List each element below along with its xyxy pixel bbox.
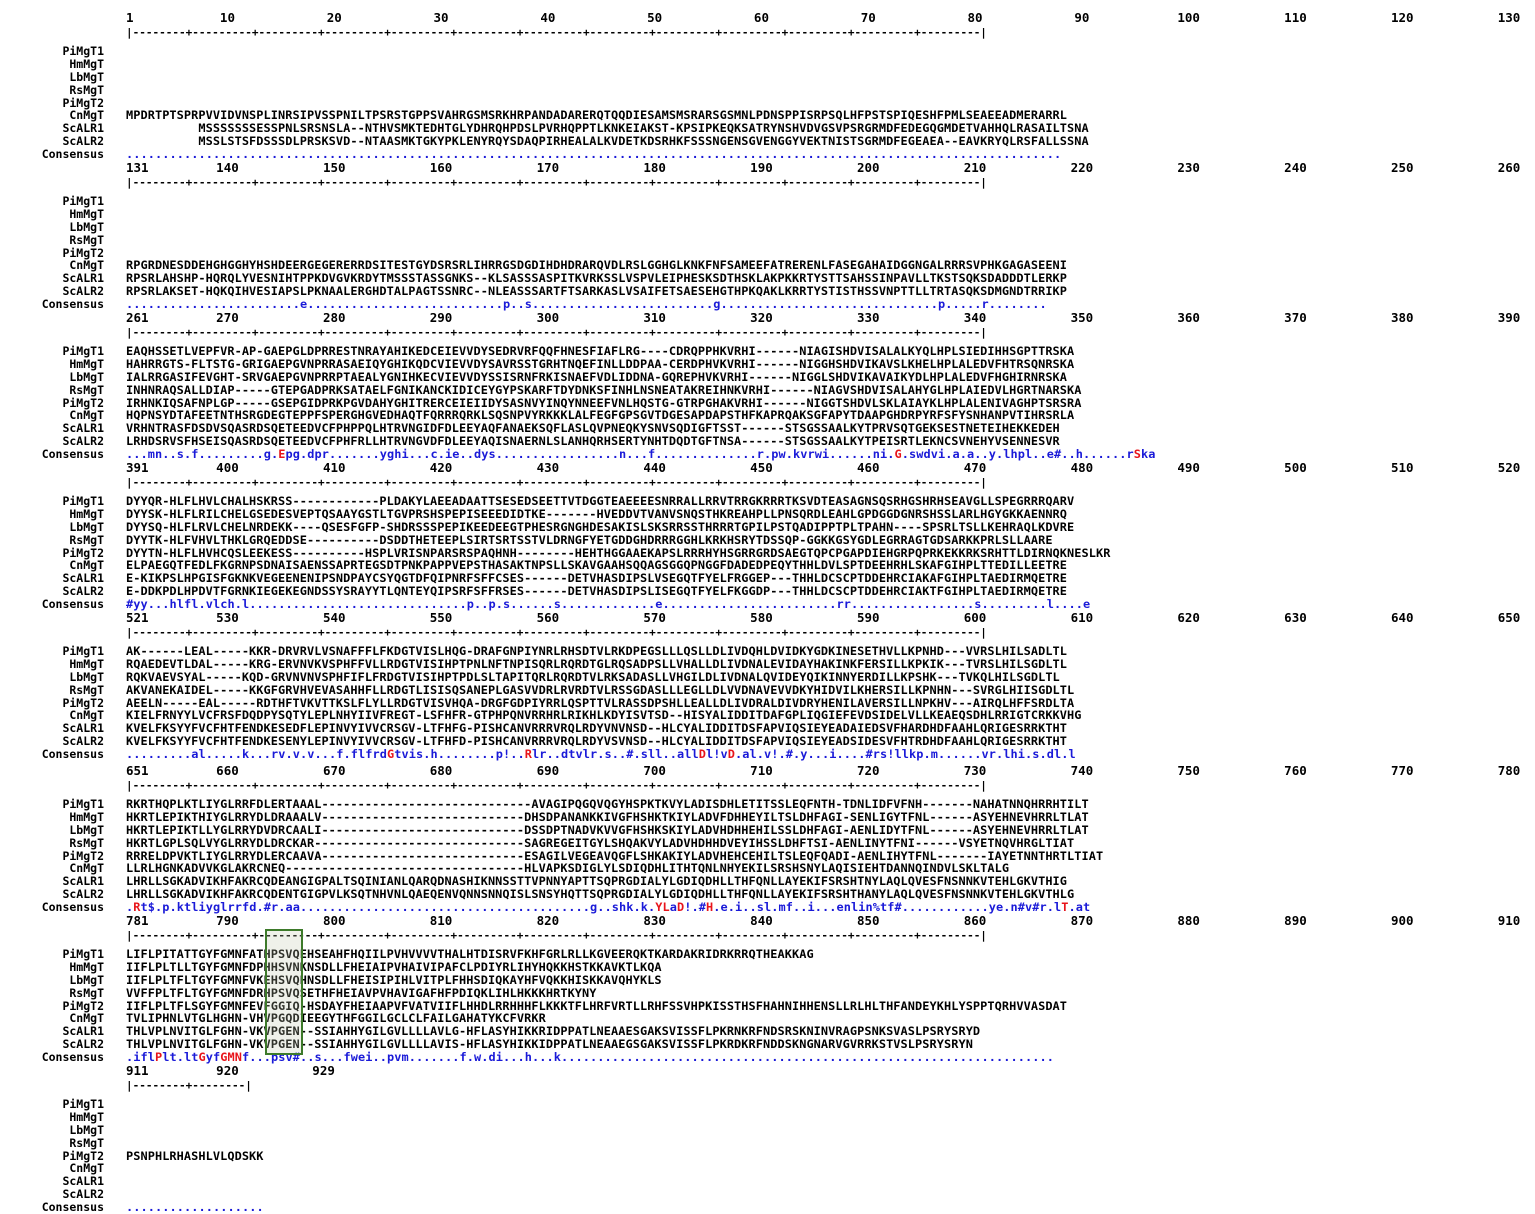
- sequence-name-label: RsMgT: [69, 986, 104, 1000]
- consensus-sequence: .........al.....k...rv.v.v...f.flfrdGtvis.h........p!..Rlr..dtvlr.s..#.sll..allDl!vD.al.v!.#.y...i....#rs!llkp.m......vr.lhi.s.dl.l: [126, 747, 1076, 761]
- ruler-tick-label: 750: [1177, 763, 1200, 778]
- ruler-tick-label: 570: [643, 610, 666, 625]
- ruler-tick-label: 140: [216, 160, 239, 175]
- ruler-tick-label: 400: [216, 460, 239, 475]
- sequence-name-label: ScALR1: [62, 121, 104, 135]
- sequence-name-label: ScALR2: [62, 434, 104, 448]
- ruler-tick-label: 520: [1497, 460, 1521, 475]
- sequence-name-label: PiMgT2: [62, 246, 104, 260]
- sequence-name-label: ScALR2: [62, 284, 104, 298]
- ruler-tick-label: 660: [216, 763, 239, 778]
- ruler-tick-label: 200: [856, 160, 880, 175]
- sequence-name-label: ScALR1: [62, 1024, 104, 1038]
- sequence-name-label: CnMgT: [69, 558, 104, 572]
- ruler-tick-label: 100: [1177, 10, 1200, 25]
- alignment-block: [0, 310, 1535, 461]
- aligned-sequence: KVELFKSYYFVCFHTFENDKESENYLEPINVYIVVCRSGV-LTFHFD-PISHCANVRRRVRQLRDYVSVNSD--HLCYALIDDITDSFAPVIQSIEYEADSIDESVFHTRDHDFAAHLQRIGESRRKTHT: [126, 734, 1068, 748]
- ruler-tick-label: 70: [860, 10, 876, 25]
- consensus-sequence: ...................: [126, 1200, 264, 1214]
- ruler-tick-label: 740: [1070, 763, 1094, 778]
- consensus-sequence: #yy...hlfl.vlch.l..............................p..p.s......s.............e........................rr.................s.........l....e: [126, 597, 1091, 611]
- sequence-name-label: Consensus: [41, 447, 104, 461]
- ruler-tick-label: 210: [963, 160, 987, 175]
- sequence-name-label: CnMgT: [69, 1011, 104, 1025]
- aligned-sequence: KVELFKSYYFVCFHTFENDKESEDFLEPINVYIVVCRSGV-LTFHFG-PISHCANVRRRVRQLRDYVNVNSD--HLCYALIDDITDSFAPVIQSIEYEADAIEDSVFHARDHDFAAHLQRIGESRRKTHT: [126, 721, 1068, 735]
- sequence-name-label: LbMgT: [69, 370, 104, 384]
- sequence-name-label: CnMgT: [69, 258, 104, 272]
- sequence-name-label: PiMgT2: [62, 396, 104, 410]
- sequence-name-label: HmMgT: [69, 1110, 104, 1124]
- aligned-sequence: AEELN-----EAL-----RDTHFTVKVTTKSLFLYLLRDGTVISVHQA-DRGFGDPIYRRLQSPTTVLRASSDPSHLLEALLDLIVDRALDIVDRYHENILAVERSILLNPKHV---AIRQLHFFSRDLTA: [126, 696, 1075, 710]
- sequence-name-label: ScALR1: [62, 571, 104, 585]
- ruler-tick-label: 800: [322, 913, 346, 928]
- aligned-sequence: VRHNTRASFDSDVSQASRDSQETEEDVCFPHPPQLHTRVNGIDFDLEEYAQFANAEKSQFLASLQVPNEQKYSNVSQDIGFTSST------STSGSSAALKYTPRVSQTGEKSESTNETEIHEKKEDEH: [126, 421, 1060, 435]
- sequence-row: [0, 1111, 1535, 1124]
- sequence-name-label: ScALR2: [62, 887, 104, 901]
- ruler-tick-label: 720: [856, 763, 880, 778]
- sequence-name-label: CnMgT: [69, 1161, 104, 1175]
- ruler-tick-label: 760: [1284, 763, 1307, 778]
- ruler-tick-label: 710: [750, 763, 773, 778]
- aligned-sequence: DYYTN-HLFLHVHCQSLEEKESS----------HSPLVRISNPARSRSPAQHNH--------HEHTHGGAAEKAPSLRRRHYHSGRRGRDSAEGTQPCPGAPDIEHGRPQPRKEKKRKSRHTTLDIRNQKNESLKR: [126, 546, 1111, 560]
- aligned-sequence: RRRELDPVKTLIYGLRRYDLERCAAVA----------------------------ESAGILVEGEAVQGFLSHKAKIYLADVHEHCEHILTSLEQFQADI-AENLIHYTFNL-------IAYETNNTHRTLTIAT: [126, 849, 1104, 863]
- sequence-name-label: LbMgT: [69, 1123, 104, 1137]
- position-ruler: [0, 460, 1535, 476]
- aligned-sequence: DYYSK-HLFLRILCHELGSEDESVEPTQSAAYGSTLTGVPRSHSPEPISEEEDIDTKE-------HVEDDVTVANVSNQSTHKREAHPLLPNSQRDLEAHLGPDGGDGNRSHSSLARLHGYGKKAENNRQ: [126, 507, 1068, 521]
- ruler-tick-label: 651: [126, 763, 149, 778]
- sequence-row: [0, 71, 1535, 84]
- aligned-sequence: INHNRAQSALLDIAP-----GTEPGADPRKSATAELFGNIKANCKIDICEYGYPSKARFTDYDNKSFINHLNSNEATAKREIHNKVRHI------NIAGVSHDVISALAHYGLHPLAIEDVLHGRTNARSKA: [126, 383, 1082, 397]
- ruler-tick-label: 391: [126, 460, 149, 475]
- ruler-tick-label: 160: [429, 160, 453, 175]
- position-ruler: [0, 10, 1535, 26]
- sequence-name-label: PiMgT2: [62, 546, 104, 560]
- alignment-block: [0, 913, 1535, 1064]
- consensus-sequence: .iflPlt.ltGyfGMNf...psv#..s...fwei..pvm.......f.w.di...h...k....................................................................: [126, 1050, 1054, 1064]
- sequence-name-label: Consensus: [41, 1200, 104, 1214]
- ruler-tick-label: 410: [322, 460, 346, 475]
- consensus-sequence: .Rt$.p.ktliyglrrfd.#r.aa........................................g..shk.k.YLaD!.#H.e.i..sl.mf..i...enlin%tf#............ye.n#v#r.lT.at: [126, 900, 1091, 914]
- ruler-tick-label: 900: [1390, 913, 1414, 928]
- alignment-block: [0, 10, 1535, 161]
- ruler-tick-label: 700: [643, 763, 666, 778]
- ruler-tick-label: 600: [963, 610, 987, 625]
- aligned-sequence: DYYQR-HLFLHVLCHALHSKRSS------------PLDAKYLAEEADAATTSESEDSEETTVTDGGTEAEEEESNRRALLRRVTRRGKRRRTKSVDTEASAGNSQSRHGSHRHSEAVGLLSPEGRRRQARV: [126, 494, 1075, 508]
- ruler-tick-label: 680: [429, 763, 453, 778]
- aligned-sequence: RPSRLAKSET-HQKQIHVESIAPSLPKNAALERGHDTALPAGTSSNRC--NLEASSSARTFTSARKASLVSAIFETSAESEHGTHPKQAKLKRRTYSTISTHSSVNPTTLLTRTASQKSDMGNDTRRIKP: [126, 284, 1068, 298]
- aligned-sequence: HKRTLGPLSQLVYGLRRYDLDRCKAR-----------------------------SAGREGEITGYLSHQAKVYLADVHDHHDVEYIHSSLDHFTSI-AENLINYTFNI------VSYETNQVHRGLTIAT: [126, 836, 1075, 850]
- aligned-sequence: IALRRGASIFEVGHT-SRVGAEPGVNPRRPTAEALYGNIHKECVIEVVDYSSISRNFRKISNAEFVDLIDDNA-GQREPHVKVRHI------NIGGLSHDVIKAVAIKYDLHPLALEDVFHGHIRNRSKA: [126, 370, 1068, 384]
- ruler-tick-label: 50: [647, 10, 663, 25]
- ruler-tick-label: 510: [1390, 460, 1414, 475]
- ruler-tick-label: 280: [322, 310, 346, 325]
- ruler-tick-label: 840: [750, 913, 773, 928]
- ruler-tick-label: 420: [429, 460, 453, 475]
- sequence-name-label: Consensus: [41, 297, 104, 311]
- ruler-tick-label: 131: [126, 160, 149, 175]
- sequence-row: [0, 1162, 1535, 1175]
- ruler-tick-label: 470: [963, 460, 987, 475]
- gmn-motif-highlight-box: [265, 929, 303, 1055]
- ruler-tick-label: 620: [1177, 610, 1200, 625]
- ruler-tick-label: 530: [216, 610, 239, 625]
- sequence-name-label: PiMgT1: [62, 947, 104, 961]
- position-ruler: [0, 160, 1535, 176]
- aligned-sequence: HKRTLEPIKTHIYGLRRYDLDRAAALV----------------------------DHSDPANANKKIVGFHSHKTKIYLADVFDHHEYILTSLDHFAGI-SENLIGYTFNL------ASYEHNEVHRRLTLAT: [126, 810, 1089, 824]
- sequence-name-label: RsMgT: [69, 1136, 104, 1150]
- ruler-tick-label: 580: [750, 610, 773, 625]
- ruler-tick-label: 450: [750, 460, 773, 475]
- aligned-sequence: AKVANEKAIDEL-----KKGFGRVHVEVASAHHFLLRDGTLISISQSANEPLGASVVDRLRVRDTVLRSSGDASLLLEGLLDLVVDNAVEVVDKYHIDVILKHERSILLKPNHN---SVRGLHIISGDLTL: [126, 683, 1075, 697]
- ruler-tick-label: 310: [643, 310, 666, 325]
- ruler-tick-label: 440: [643, 460, 666, 475]
- aligned-sequence: LLRLHGNKADVVKGLAKRCNEQ---------------------------------HLVAPKSDIGLYLSDIQDHLITHTQNLNHYEKILSRSHSNYLAQISIEHTDANNQINDVLSKLTALG: [126, 861, 1010, 875]
- sequence-name-label: RsMgT: [69, 683, 104, 697]
- sequence-name-label: Consensus: [41, 1050, 104, 1064]
- position-ruler: [0, 1063, 1535, 1079]
- consensus-sequence: ........................e...........................p..s.........................g..............................p.....r........: [126, 297, 1047, 311]
- ruler-tick-label: 920: [216, 1063, 239, 1078]
- sequence-row: [0, 84, 1535, 97]
- ruler-line: |--------+---------+---------+---------+---------+---------+---------+---------+---------+---------+---------+---------+---------|: [126, 326, 987, 339]
- sequence-name-label: LbMgT: [69, 973, 104, 987]
- alignment-block: [0, 160, 1535, 311]
- aligned-sequence: LRHDSRVSFHSEISQASRDSQETEEDVCFPHFRLLHTRVNGVDFDLEEYAQISNAERNLSLANHQRHSERTYNHTDQDTGFTNSA------STSGSSAALKYTPEISRTLEKNCSVNEHYVSENNESVR: [126, 434, 1060, 448]
- sequence-name-label: CnMgT: [69, 408, 104, 422]
- ruler-tick-label: 60: [753, 10, 769, 25]
- sequence-name-label: ScALR2: [62, 1187, 104, 1201]
- sequence-name-label: RsMgT: [69, 836, 104, 850]
- position-ruler: [0, 610, 1535, 626]
- ruler-tick-label: 370: [1284, 310, 1307, 325]
- sequence-name-label: ScALR1: [62, 271, 104, 285]
- consensus-row: [0, 748, 1535, 761]
- sequence-name-label: ScALR2: [62, 134, 104, 148]
- aligned-sequence: IIFLPLTLLTGYFGMNFDPHHSVNKNSDLLFHEIAIPVHAIVIPAFCLPDIYRLIHYHQKKHSTKKAVKTLKQA: [126, 960, 662, 974]
- ruler-tick-label: 480: [1070, 460, 1094, 475]
- sequence-name-label: LbMgT: [69, 670, 104, 684]
- aligned-sequence: ELPAEGQTFEDLFKGRNPSDNAISAENSSAPRTEGSDTPNKPAPPVEPSTHASAKTNPSLLSKAVGAAHSQQAGSGGQPNGGFDADEDPEQYTHHLDVLSPTDEEHRHLSKAFGIHPLTTEDILLEETRE: [126, 558, 1068, 572]
- sequence-name-label: CnMgT: [69, 708, 104, 722]
- ruler-tick-label: 790: [216, 913, 239, 928]
- ruler-tick-label: 250: [1390, 160, 1414, 175]
- ruler-tick-label: 781: [126, 913, 149, 928]
- ruler-line: |--------+--------|: [126, 1079, 252, 1092]
- aligned-sequence: MSSSSSSSESSPNLSRSNSLA--NTHVSMKTEDHTGLYDHRQHPDSLPVRHQPPTLKNKEIAKST-KPSIPKEQKSATRYNSHVDVGSVPSRGRMDFEDEGQGMDETVAHHQLRASAILTSNA: [126, 121, 1089, 135]
- ruler-line: |--------+---------+---------+---------+---------+---------+---------+---------+---------+---------+---------+---------+---------|: [126, 626, 987, 639]
- ruler-tick-label: 550: [429, 610, 453, 625]
- sequence-name-label: LbMgT: [69, 70, 104, 84]
- aligned-sequence: LHRLLSGKADVIKHFAKRCQDENTGIGPVLKSQTNHVNLQAEQENVQNNSNNQISLSNSYHQTTSQPRGDIALYLGDIQDHLLTHFQNLLAYEKIFSRSHTHANYLAQLQVESFNSNNKVTEHLGKVTHLG: [126, 887, 1075, 901]
- ruler-line: |--------+---------+---------+---------+---------+---------+---------+---------+---------+---------+---------+---------+---------|: [126, 26, 987, 39]
- ruler-tick-label: 360: [1177, 310, 1200, 325]
- ruler-tick-label: 770: [1390, 763, 1414, 778]
- aligned-sequence: LHRLLSGKADVIKHFAKRCQDEANGIGPALTSQINIANLQARQDNASHIKNNSSTTVPNNYAPTTSQPRGDIALYLGDIQDHLLTHFQNLLAYEKIFSRSHTNYLAQLQVESFNSNNKVTEHLGKVTHIG: [126, 874, 1068, 888]
- aligned-sequence: E-DDKPDLHPDVTFGRNKIEGEKEGNDSSYSRAYYTLQNTEYQIPSRFSFFRSES------DETVHASDIPSLISEGQTFYELFKGGDP---THHLDCSCPTDDEHRCIAKTFGIHPLTAEDIRMQETRE: [126, 584, 1068, 598]
- sequence-name-label: HmMgT: [69, 507, 104, 521]
- sequence-name-label: LbMgT: [69, 823, 104, 837]
- ruler-tick-label: 780: [1497, 763, 1521, 778]
- aligned-sequence: E-KIKPSLHPGISFGKNKVEGEENENIPSNDPAYCSYQGTDFQIPNRFSFFCSES------DETVHASDIPSLVSEGQTFYELFRGGEP---THHLDCSCPTDDEHRCIAKAFGIHPLTAEDIRMQETRE: [126, 571, 1068, 585]
- ruler-tick-label: 670: [322, 763, 346, 778]
- position-ruler: [0, 310, 1535, 326]
- aligned-sequence: HKRTLEPIKTLLYGLRRYDVDRCAALI----------------------------DSSDPTNADVKVVGFHSHKSKIYLADVHDHHEHILSSLDHFAGI-AENLIDYTFNL------ASYEHNEVHRRLTLAT: [126, 823, 1089, 837]
- sequence-name-label: Consensus: [41, 747, 104, 761]
- ruler-line: |--------+---------+---------+---------+---------+---------+---------+---------+---------+---------+---------+---------+---------|: [126, 929, 987, 942]
- sequence-name-label: HmMgT: [69, 57, 104, 71]
- sequence-name-label: PiMgT2: [62, 696, 104, 710]
- sequence-name-label: PiMgT1: [62, 44, 104, 58]
- sequence-name-label: HmMgT: [69, 657, 104, 671]
- sequence-name-label: LbMgT: [69, 520, 104, 534]
- sequence-name-label: Consensus: [41, 900, 104, 914]
- ruler-tick-label: 690: [536, 763, 560, 778]
- ruler-line: |--------+---------+---------+---------+---------+---------+---------+---------+---------+---------+---------+---------+---------|: [126, 176, 987, 189]
- ruler-tick-label: 1: [126, 10, 134, 25]
- ruler-tick-label: 929: [312, 1063, 335, 1078]
- ruler-tick-label: 850: [856, 913, 880, 928]
- ruler-tick-label: 300: [536, 310, 560, 325]
- ruler-line: |--------+---------+---------+---------+---------+---------+---------+---------+---------+---------+---------+---------+---------|: [126, 476, 987, 489]
- aligned-sequence: HAHRRGTS-FLTSTG-GRIGAEPGVNPRRASAEIQYGHIKQDCVIEVVDYSAVRSSTGRHTNQEFINLLDDPAA-CERDPHVKVRHI------NIGGHSHDVIKAVSLKHELHPLALEDVFHTRSQNRSKA: [126, 357, 1075, 371]
- sequence-name-label: PiMgT1: [62, 644, 104, 658]
- ruler-tick-label: 150: [322, 160, 346, 175]
- ruler-tick-label: 180: [643, 160, 666, 175]
- sequence-name-label: PiMgT2: [62, 999, 104, 1013]
- aligned-sequence: PSNPHLRHASHLVLQDSKK: [126, 1149, 264, 1163]
- ruler-tick-label: 20: [326, 10, 342, 25]
- ruler-line: |--------+---------+---------+---------+---------+---------+---------+---------+---------+---------+---------+---------+---------|: [126, 779, 987, 792]
- sequence-name-label: ScALR2: [62, 734, 104, 748]
- sequence-name-label: RsMgT: [69, 83, 104, 97]
- ruler-tick-label: 560: [536, 610, 560, 625]
- ruler-tick-label: 270: [216, 310, 239, 325]
- sequence-name-label: PiMgT1: [62, 344, 104, 358]
- sequence-name-label: CnMgT: [69, 861, 104, 875]
- aligned-sequence: IIFLPLTFLTGYFGMNFVKEHSVQHNSDLLFHEISIPIHLVITPLFHHSDIQKAYHFVQKKHISKKAVQHYKLS: [126, 973, 662, 987]
- ruler-tick-label: 500: [1284, 460, 1307, 475]
- ruler-tick-label: 110: [1284, 10, 1307, 25]
- sequence-name-label: PiMgT2: [62, 96, 104, 110]
- ruler-tick-label: 261: [126, 310, 149, 325]
- aligned-sequence: RQKVAEVSYAL-----KQD-GRVNVNVSPHFIFLFRDGTVISIHPTPDLSLTAPITQRLRQRDTVLRKSADASLLVHGILDLIVDNALQVIDEYQIKINNYERDILLKPSHK---TVKQLHILSGDLTL: [126, 670, 1060, 684]
- aligned-sequence: IIFLPLTFLSGYFGMNFEVFGGIQ-HSDAYFHEIAAPVFVATVIIFLHHDLRRHHHFLKKKTFLHRFVRTLLRHFSSVHPKISSTHSFHAHNIHHENSLLRLHLTHFANDEYKHLYSPPTQRHVVASDAT: [126, 999, 1068, 1013]
- sequence-name-label: ScALR2: [62, 584, 104, 598]
- sequence-name-label: Consensus: [41, 597, 104, 611]
- ruler-tick-label: 30: [433, 10, 449, 25]
- ruler-tick-label: 430: [536, 460, 560, 475]
- ruler-tick-label: 630: [1284, 610, 1307, 625]
- ruler-tick-label: 190: [750, 160, 773, 175]
- sequence-name-label: PiMgT1: [62, 1097, 104, 1111]
- ruler-tick-label: 350: [1070, 310, 1094, 325]
- ruler-tick-label: 130: [1497, 10, 1521, 25]
- ruler-tick-label: 610: [1070, 610, 1094, 625]
- sequence-name-label: ScALR1: [62, 721, 104, 735]
- sequence-name-label: Consensus: [41, 147, 104, 161]
- sequence-row: [0, 58, 1535, 71]
- sequence-name-label: CnMgT: [69, 108, 104, 122]
- sequence-name-label: RsMgT: [69, 533, 104, 547]
- aligned-sequence: DYYSQ-HLFLRVLCHELNRDEKK----QSESFGFP-SHDRSSSPEPIKEEDEEGTPHESRGNGHDESAKISLSKSRRSSTHRRRTGPILPSTQADIPPTPLTPAHN----SPSRLTSLLKEHRAQLKDVRE: [126, 520, 1075, 534]
- aligned-sequence: RKRTHQPLKTLIYGLRRFDLERTAAAL-----------------------------AVAGIPQGQVQGYHSPKTKVYLADISDHLETITSSLEQFNTH-TDNLIDFVFNH-------NAHATNNQHRRHTILT: [126, 797, 1089, 811]
- sequence-name-label: ScALR1: [62, 421, 104, 435]
- ruler-tick-label: 380: [1390, 310, 1414, 325]
- ruler-tick-label: 911: [126, 1063, 149, 1078]
- ruler-tick-label: 870: [1070, 913, 1094, 928]
- aligned-sequence: DYYTK-HLFVHVLTHKLGRQEDDSE----------DSDDTHETEEPLSIRTSRTSSTVLDRNGFYETGDDGHDRRRGGHLKRKHSRYTDSSQP-GGKKGSYGDLEGRRAGTGDSARKKPRLSLLAARE: [126, 533, 1053, 547]
- sequence-name-label: ScALR1: [62, 874, 104, 888]
- sequence-name-label: HmMgT: [69, 810, 104, 824]
- sequence-name-label: PiMgT2: [62, 849, 104, 863]
- aligned-sequence: IRHNKIQSAFNPLGP-----GSEPGIDPRKPGVDAHYGHITRERCEIEIIDYSASNVYINQYNNEEFVNLHQSTG-GTRPGHAKVRHI------NIGGTSHDVLSKLAIAYKLHPLALENIVAGHPTSRSRA: [126, 396, 1082, 410]
- ruler-tick-label: 890: [1284, 913, 1307, 928]
- position-ruler: [0, 913, 1535, 929]
- sequence-name-label: LbMgT: [69, 220, 104, 234]
- aligned-sequence: HQPNSYDTAFEETNTHSRGDEGTEPPFSPERGHGVEDHAQTFQRRRQRKLSQSNPVYRKKKLALFEGFGPSGVTDGESAPDAPSTHFKAPRQAKSGFAPYTDAAPGHDRPYRFSFYSNHANPVTIHRSRLA: [126, 408, 1075, 422]
- ruler-tick-label: 290: [429, 310, 453, 325]
- aligned-sequence: KIELFRNYYLVCFRSFDQDPYSQTYLEPLNHYIIVFREGT-LSFHFR-GTPHPQNVRRHRLRIKHLKDYISVTSD--HISYALIDDITDAFGPLIQGIEFEVDSIDELVLLKEAEQSDHLRRIGTCRKKVHG: [126, 708, 1082, 722]
- sequence-name-label: PiMgT1: [62, 494, 104, 508]
- sequence-name-label: RsMgT: [69, 233, 104, 247]
- sequence-name-label: ScALR2: [62, 1037, 104, 1051]
- consensus-sequence: ...mn..s.f.........g.Epg.dpr.......yghi...c.ie..dys.................n...f..............r.pw.kvrwi......ni.G.swdvi.a.a..y.lhpl..e#..h......rSka: [126, 447, 1156, 461]
- sequence-name-label: HmMgT: [69, 960, 104, 974]
- alignment-block: [0, 763, 1535, 914]
- aligned-sequence: EAQHSSETLVEPFVR-AP-GAEPGLDPRRESTNRAYAHIKEDCEIEVVDYSEDRVRFQQFHNESFIAFLRG----CDRQPPHKVRHI------NIAGISHDVISALALKYQLHPLSIEDIHHSGPTTRSKA: [126, 344, 1075, 358]
- aligned-sequence: THLVPLNVITGLFGHN-VKVPGEN--SSIAHHYGILGVLLLLAVIS-HFLASYHIKKIDPPATLNEAAEGSGAKSVISSFLPKRDKRFNDDSKNGNARVGVRRKSTVSLPSRYSRYN: [126, 1037, 973, 1051]
- ruler-tick-label: 330: [856, 310, 880, 325]
- sequence-row: [0, 1124, 1535, 1137]
- ruler-tick-label: 90: [1074, 10, 1090, 25]
- aligned-sequence: AK------LEAL-----KKR-DRVRVLVSNAFFFLFKDGTVISLHQG-DRAFGNPIYNRLRHSDTVLRKDPEGSLLLQSLLDLIVDQHLDVIDKYGDKINESETHVLLKPNHD---VVRSLHILSADLTL: [126, 644, 1068, 658]
- ruler-tick-label: 320: [750, 310, 773, 325]
- ruler-tick-label: 80: [967, 10, 983, 25]
- ruler-tick-label: 730: [963, 763, 987, 778]
- ruler-tick-label: 170: [536, 160, 560, 175]
- ruler-tick-label: 590: [856, 610, 880, 625]
- ruler-tick-label: 521: [126, 610, 149, 625]
- sequence-name-label: PiMgT1: [62, 194, 104, 208]
- ruler-tick-label: 860: [963, 913, 987, 928]
- sequence-row: [0, 1175, 1535, 1188]
- ruler-tick-label: 40: [540, 10, 556, 25]
- aligned-sequence: TVLIPHNLVTGLHGHN-VHVPGQDIEEGYTHFGGILGCLCLFAILGAHATYKCFVRKR: [126, 1011, 546, 1025]
- alignment-block: [0, 610, 1535, 761]
- sequence-name-label: ScALR1: [62, 1174, 104, 1188]
- ruler-tick-label: 650: [1497, 610, 1521, 625]
- ruler-tick-label: 390: [1497, 310, 1521, 325]
- ruler-tick-label: 820: [536, 913, 560, 928]
- aligned-sequence: MSSLSTSFDSSSDLPRSKSVD--NTAASMKTGKYPKLENYRQYSDAQPIRHEALALKVDETKDSRHKFSSSNGENSGVENGGYVEKTNISTSGRMDFEGEAEA--EAVKRYQLRSFALLSSNA: [126, 134, 1089, 148]
- sequence-name-label: RsMgT: [69, 383, 104, 397]
- ruler-tick-label: 340: [963, 310, 987, 325]
- sequence-name-label: HmMgT: [69, 357, 104, 371]
- ruler-tick-label: 460: [856, 460, 880, 475]
- sequence-name-label: PiMgT2: [62, 1149, 104, 1163]
- ruler-tick-label: 120: [1390, 10, 1414, 25]
- ruler-tick-label: 220: [1070, 160, 1094, 175]
- aligned-sequence: LIFLPITATTGYFGMNFATHPSVQEHSEAHFHQIILPVHVVVVTHALHTDISRVFKHFGRLRLLKGVEERQKTKARDAKRIDRKRRQTHEAKKAG: [126, 947, 814, 961]
- aligned-sequence: VVFFPLTFLTGYFGMNFDRHPSVQSETHFHEIAVPVHAVIGAFHFPDIQKLIHLHKKKHRTKYNY: [126, 986, 597, 1000]
- ruler-tick-label: 830: [643, 913, 666, 928]
- sequence-name-label: HmMgT: [69, 207, 104, 221]
- position-ruler: [0, 763, 1535, 779]
- sequence-row: [0, 1098, 1535, 1111]
- ruler-tick-label: 540: [322, 610, 346, 625]
- aligned-sequence: MPDRTPTSPRPVVIDVNSPLINRSIPVSSPNILTPSRSTGPPSVAHRGSMSRKHRPANDADARERQTQQDIESAMSMSRARSGSMNLPDNSPPISRPSQLHFPSTSPIQESHFPMLSEAEEADMERARRL: [126, 108, 1068, 122]
- ruler-tick-label: 490: [1177, 460, 1200, 475]
- ruler-tick-label: 260: [1497, 160, 1521, 175]
- ruler-tick-label: 910: [1497, 913, 1521, 928]
- alignment-block: [0, 460, 1535, 611]
- consensus-sequence: .................................................................................................................................: [126, 147, 1062, 161]
- aligned-sequence: RQAEDEVTLDAL-----KRG-ERVNVKVSPHFFVLLRDGTVISIHPTPNLNFTNPISQRLRQRDTGLRQSADPSLLVHALLDLIVDNALEVIDAYHAKINKFERSILLKPKIK---TVRSLHILSGDLTL: [126, 657, 1068, 671]
- ruler-tick-label: 10: [219, 10, 235, 25]
- alignment-block: [0, 1063, 1535, 1214]
- ruler-tick-label: 810: [429, 913, 453, 928]
- aligned-sequence: RPGRDNESDDEHGHGGHYHSHDEERGEGERERRDSITESTGYDSRSRLIHRRGSDGDIHDHDRARQVDLRSLGGHGLKNKFNFSAMEEFATRERENLFASEGAHAIDGGNGALRRRSVPHKGAGASEENI: [126, 258, 1068, 272]
- sequence-name-label: PiMgT1: [62, 797, 104, 811]
- ruler-tick-label: 880: [1177, 913, 1200, 928]
- aligned-sequence: THLVPLNVITGLFGHN-VKVPGEN--SSIAHHYGILGVLLLLAVLG-HFLASYHIKKRIDPPATLNEAAESGAKSVISSFLPKRNKRFNDSRSKNINVRAGPSNKSVASLPSRYSRYD: [126, 1024, 981, 1038]
- ruler-tick-label: 240: [1284, 160, 1307, 175]
- consensus-row: [0, 1201, 1535, 1214]
- sequence-row: [0, 45, 1535, 58]
- aligned-sequence: RPSRLAHSHP-HQRQLYVESNIHTPPKDVGVKRDYTMSSSTASSGNKS--KLSASSSASPITKVRKSSLVSPVLEIPHESKSDTHSKLAKPKKRTYSTTSAHSSINPAVLLTKSTSQKSDADDDTLERKP: [126, 271, 1068, 285]
- ruler-tick-label: 640: [1390, 610, 1414, 625]
- ruler-tick-label: 230: [1177, 160, 1200, 175]
